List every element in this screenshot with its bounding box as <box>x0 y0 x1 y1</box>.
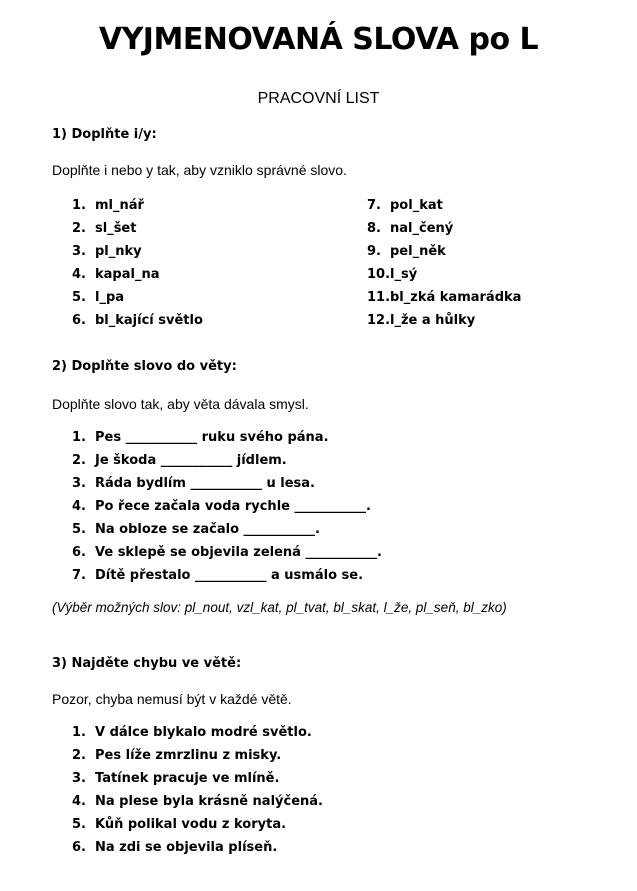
item-number: 12. <box>367 313 391 328</box>
item-text: l_že a hůlky <box>390 313 476 328</box>
item-number: 4. <box>72 499 86 514</box>
list-item <box>63 194 203 217</box>
list-item <box>63 472 382 495</box>
section2-list <box>63 426 382 587</box>
item-text: l_pa <box>95 290 125 305</box>
list-item <box>63 286 203 309</box>
item-text: Ve sklepě se objevila zelená ___________. <box>95 545 382 560</box>
page-subtitle: PRACOVNÍ LIST <box>257 90 380 107</box>
item-number: 2. <box>72 453 86 468</box>
item-text: Dítě přestalo ___________ a usmálo se. <box>95 568 364 583</box>
list-item <box>63 309 203 332</box>
item-text: V dálce blykalo modré světlo. <box>95 725 312 740</box>
item-number: 10. <box>367 267 391 282</box>
item-number: 7. <box>367 198 381 213</box>
item-text: Pes ___________ ruku svého pána. <box>95 430 329 445</box>
list-item <box>63 217 203 240</box>
item-text: Je škoda ___________ jídlem. <box>95 453 287 468</box>
item-number: 11. <box>367 290 391 305</box>
list-item <box>367 309 521 332</box>
item-number: 1. <box>72 430 86 445</box>
item-text: bl_zká kamarádka <box>390 290 522 305</box>
item-number: 5. <box>72 290 86 305</box>
list-item <box>367 286 521 309</box>
item-number: 5. <box>72 817 86 832</box>
list-item <box>367 240 521 263</box>
item-text: Kůň polikal vodu z koryta. <box>95 817 287 832</box>
list-item <box>63 240 203 263</box>
item-text: pl_nky <box>95 244 142 259</box>
item-text: l_sý <box>390 267 418 282</box>
section2-instruction: Doplňte slovo tak, aby věta dávala smysl. <box>52 396 309 412</box>
item-text: Po řece začala voda rychle ___________. <box>95 499 371 514</box>
item-number: 6. <box>72 840 86 855</box>
list-item <box>63 813 323 836</box>
item-text: Tatínek pracuje ve mlíně. <box>95 771 280 786</box>
list-item <box>63 767 323 790</box>
item-number: 6. <box>72 545 86 560</box>
section1-instruction: Doplňte i nebo y tak, aby vzniklo správné slovo. <box>52 162 347 178</box>
list-item <box>63 541 382 564</box>
item-number: 5. <box>72 522 86 537</box>
item-number: 6. <box>72 313 86 328</box>
item-number: 2. <box>72 221 86 236</box>
section1-left-list <box>63 194 203 332</box>
list-item <box>63 518 382 541</box>
item-number: 1. <box>72 198 86 213</box>
item-number: 3. <box>72 244 86 259</box>
item-number: 9. <box>367 244 381 259</box>
item-number: 2. <box>72 748 86 763</box>
section3-heading: 3) Najděte chybu ve větě: <box>52 656 242 671</box>
item-text: nal_čený <box>390 221 454 236</box>
section1-heading: 1) Doplňte i/y: <box>52 127 157 142</box>
list-item <box>63 721 323 744</box>
list-item <box>367 217 521 240</box>
list-item <box>367 194 521 217</box>
item-text: bl_kající světlo <box>95 313 203 328</box>
item-number: 8. <box>367 221 381 236</box>
section1-right-list <box>367 194 521 332</box>
list-item <box>63 564 382 587</box>
page-title: VYJMENOVANÁ SLOVA po L <box>98 22 539 57</box>
item-number: 7. <box>72 568 86 583</box>
item-number: 3. <box>72 771 86 786</box>
item-text: ml_nář <box>95 198 144 213</box>
item-number: 4. <box>72 794 86 809</box>
list-item <box>63 836 323 859</box>
item-number: 3. <box>72 476 86 491</box>
list-item <box>63 449 382 472</box>
word-choice-note: (Výběr možných slov: pl_nout, vzl_kat, pl_tvat, bl_skat, l_že, pl_seň, bl_zko) <box>52 600 507 615</box>
section3-instruction: Pozor, chyba nemusí být v každé větě. <box>52 691 292 707</box>
list-item <box>63 263 203 286</box>
section2-heading: 2) Doplňte slovo do věty: <box>52 359 237 374</box>
list-item <box>63 744 323 767</box>
item-text: Na plese byla krásně nalýčená. <box>95 794 323 809</box>
item-text: sl_šet <box>95 221 137 236</box>
item-text: Pes líže zmrzlinu z misky. <box>95 748 282 763</box>
item-text: pel_něk <box>390 244 446 259</box>
list-item <box>63 426 382 449</box>
item-text: kapal_na <box>95 267 160 282</box>
list-item <box>367 263 521 286</box>
list-item <box>63 495 382 518</box>
item-text: Na zdi se objevila plíseň. <box>95 840 278 855</box>
item-number: 1. <box>72 725 86 740</box>
item-text: pol_kat <box>390 198 443 213</box>
item-text: Na obloze se začalo ___________. <box>95 522 320 537</box>
section3-list <box>63 721 323 859</box>
item-text: Ráda bydlím ___________ u lesa. <box>95 476 315 491</box>
list-item <box>63 790 323 813</box>
item-number: 4. <box>72 267 86 282</box>
